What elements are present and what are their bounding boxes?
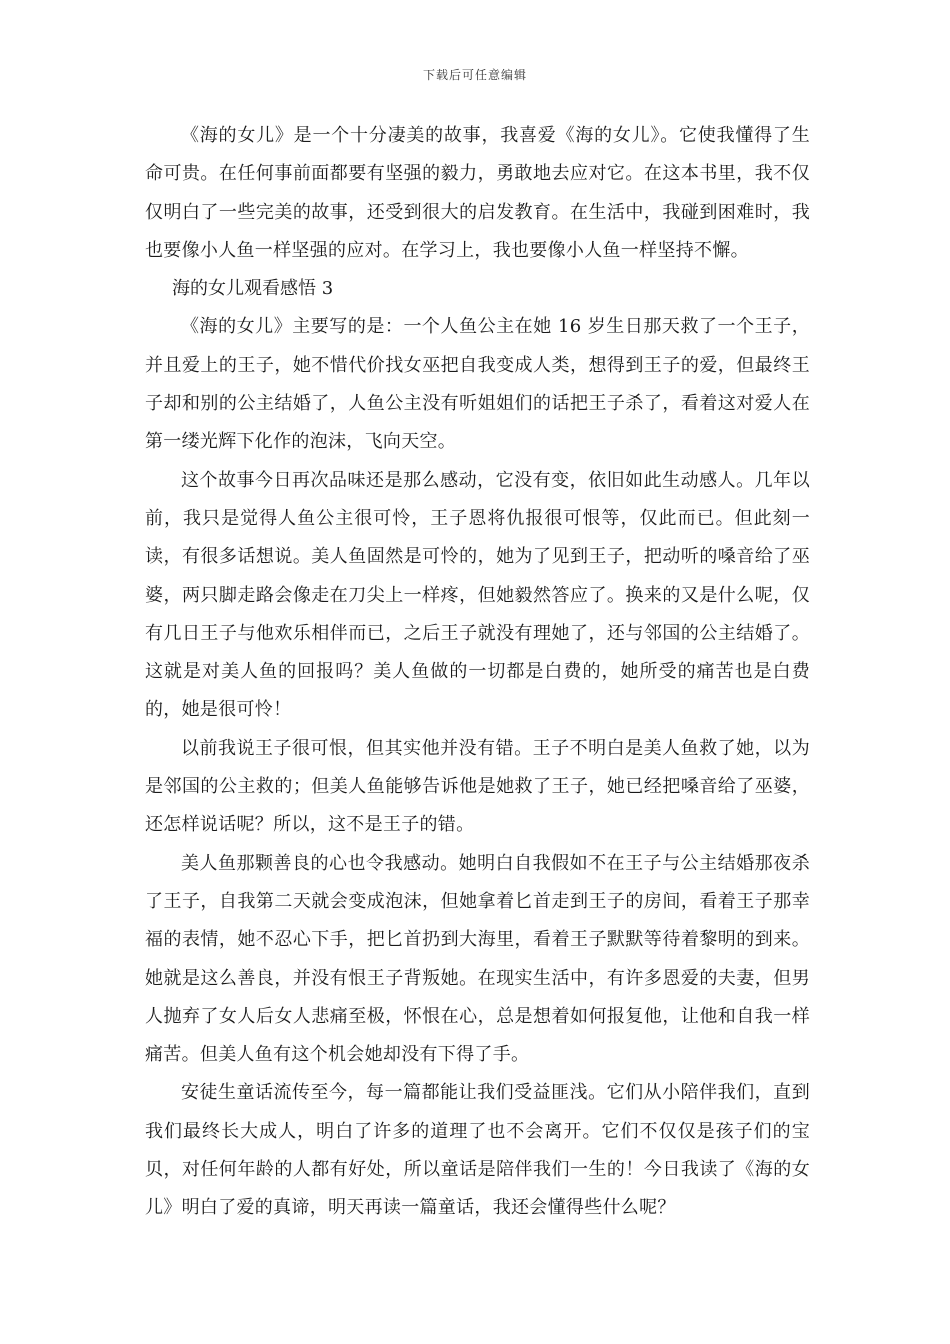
- paragraph-3: 这个故事今日再次品味还是那么感动，它没有变，依旧如此生动感人。几年以前，我只是觉得人鱼公主很可怜，王子恩将仇报很可恨等，仅此而已。但此刻一读，有很多话想说。美人鱼固然是可怜的，她为了见到王子，把动听的嗓音给了巫婆，两只脚走路会像走在刀尖上一样疼，但她毅然答应了。换来的又是什么呢，仅有几日王子与他欢乐相伴而已，之后王子就没有理她了，还与邻国的公主结婚了。这就是对美人鱼的回报吗？美人鱼做的一切都是白费的，她所受的痛苦也是白费的，她是很可怜！: [145, 469, 810, 721]
- paragraph-6: 安徒生童话流传至今，每一篇都能让我们受益匪浅。它们从小陪伴我们，直到我们最终长大成人，明白了许多的道理了也不会离开。它们不仅仅是孩子们的宝贝，对任何年龄的人都有好处，所以童话是陪伴我们一生的！今日我读了《海的女儿》明白了爱的真谛，明天再读一篇童话，我还会懂得些什么呢？: [145, 1082, 810, 1219]
- paragraph-4: 以前我说王子很可恨，但其实他并没有错。王子不明白是美人鱼救了她，以为是邻国的公主救的；但美人鱼能够告诉他是她救了王子，她已经把嗓音给了巫婆，还怎样说话呢？所以，这不是王子的错。: [145, 737, 810, 836]
- section-heading: 海的女儿观看感悟 3: [172, 278, 334, 300]
- page-header: 下载后可任意编辑: [422, 68, 527, 82]
- document-body: [145, 117, 810, 1228]
- paragraph-2: 《海的女儿》主要写的是：一个人鱼公主在她 16 岁生日那天救了一个王子，并且爱上的王子，她不惜代价找女巫把自我变成人类，想得到王子的爱，但最终王子却和别的公主结婚了，人鱼公主没有听姐姐们的话把王子杀了，看着这对爱人在第一缕光辉下化作的泡沫，飞向天空。: [145, 316, 810, 453]
- paragraph-5: 美人鱼那颗善良的心也令我感动。她明白自我假如不在王子与公主结婚那夜杀了王子，自我第二天就会变成泡沫，但她拿着匕首走到王子的房间，看着王子那幸福的表情，她不忍心下手，把匕首扔到大海里，看着王子默默等待着黎明的到来。她就是这么善良，并没有恨王子背叛她。在现实生活中，有许多恩爱的夫妻，但男人抛弃了女人后女人悲痛至极，怀恨在心，总是想着如何报复他，让他和自我一样痛苦。但美人鱼有这个机会她却没有下得了手。: [145, 852, 810, 1066]
- paragraph-1: 《海的女儿》是一个十分凄美的故事，我喜爱《海的女儿》。它使我懂得了生命可贵。在任何事前面都要有坚强的毅力，勇敢地去应对它。在这本书里，我不仅仅明白了一些完美的故事，还受到很大的启发教育。在生活中，我碰到困难时，我也要像小人鱼一样坚强的应对。在学习上，我也要像小人鱼一样坚持不懈。: [145, 125, 810, 261]
